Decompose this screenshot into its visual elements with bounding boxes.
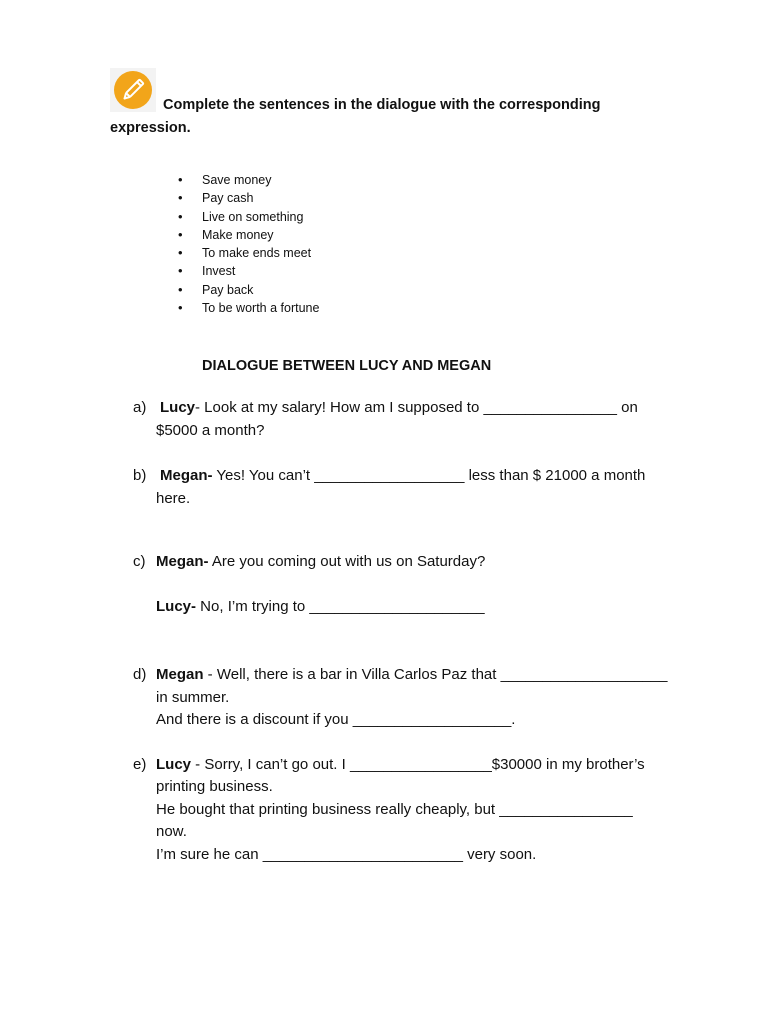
item-e-label: e) <box>133 756 147 773</box>
item-e-line-3: He bought that printing business really cheaply, but ________________ <box>156 801 633 818</box>
item-a-line-2: $5000 a month? <box>156 422 265 439</box>
item-a-line-1: Lucy- Look at my salary! How am I supposed to ________________ on <box>160 399 638 416</box>
list-item: • Pay cash <box>178 189 319 207</box>
speaker: Megan- <box>160 467 213 484</box>
item-d-line-2: in summer. <box>156 689 230 706</box>
item-d-line-1: Megan - Well, there is a bar in Villa Carlos Paz that ____________________ <box>156 666 668 683</box>
speaker: Megan- <box>156 553 209 570</box>
list-item: • To be worth a fortune <box>178 299 319 317</box>
speaker: Megan <box>156 666 204 683</box>
list-item: • Make money <box>178 226 319 244</box>
item-e-line-1: Lucy - Sorry, I can’t go out. I _________________$30000 in my brother’s <box>156 756 645 773</box>
list-item: • Invest <box>178 262 319 280</box>
item-a-label: a) <box>133 399 147 416</box>
item-b-line-1: Megan- Yes! You can’t __________________ less than $ 21000 a month <box>160 467 646 484</box>
item-e-line-4: now. <box>156 823 187 840</box>
expression-list <box>178 171 319 317</box>
instruction-line-2: expression. <box>110 120 191 136</box>
item-e-line-2: printing business. <box>156 778 273 795</box>
pencil-icon <box>112 69 154 111</box>
item-b-line-2: here. <box>156 490 191 507</box>
item-c-label: c) <box>133 553 146 570</box>
item-c-line-2: Lucy- No, I’m trying to _____________________ <box>156 598 485 615</box>
item-c-line-1: Megan- Are you coming out with us on Saturday? <box>156 553 486 570</box>
list-item: • Save money <box>178 171 319 189</box>
list-item: • To make ends meet <box>178 244 319 262</box>
list-item: • Live on something <box>178 208 319 226</box>
list-item: • Pay back <box>178 281 319 299</box>
item-e-line-5: I’m sure he can ________________________ very soon. <box>156 846 537 863</box>
speaker: Lucy- <box>156 598 197 615</box>
item-d-line-3: And there is a discount if you ___________________. <box>156 711 516 728</box>
pencil-icon-tile <box>110 68 156 112</box>
instruction-line-1: Complete the sentences in the dialogue with the corresponding <box>163 97 601 113</box>
item-d-label: d) <box>133 666 147 683</box>
speaker: Lucy <box>160 399 196 416</box>
item-b-label: b) <box>133 467 147 484</box>
speaker: Lucy <box>156 756 192 773</box>
dialogue-title: DIALOGUE BETWEEN LUCY AND MEGAN <box>202 358 492 374</box>
